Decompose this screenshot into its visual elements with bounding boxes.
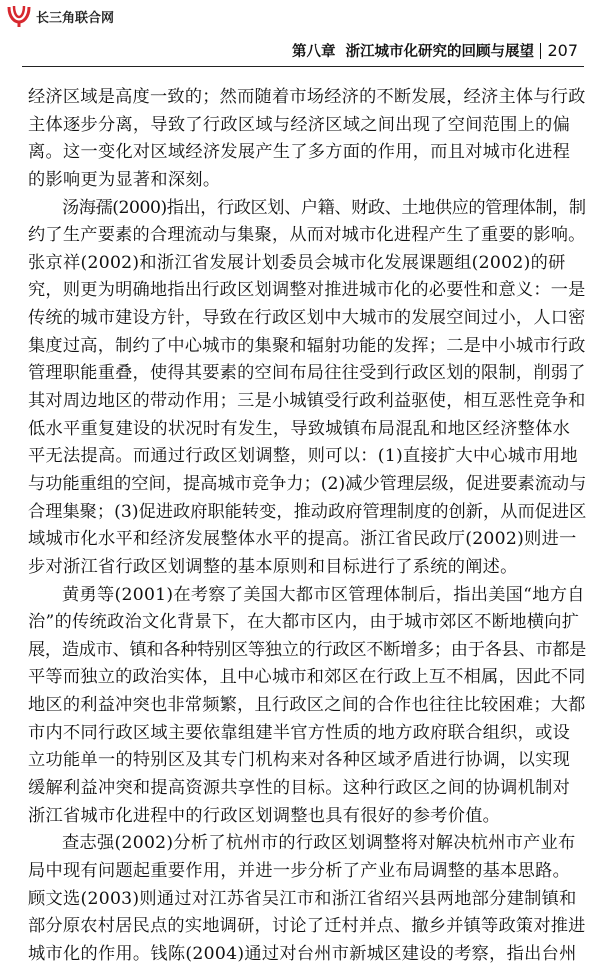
text-line: 张京祥(2002)和浙江省发展计划委员会城市化发展课题组(2002)的研	[28, 252, 566, 273]
text-line: 合理集聚；(3)促进政府职能转变，推动政府管理制度的创新，从而促进区	[28, 501, 586, 522]
text-line: 城市化的作用。钱陈(2004)通过对台州市新城区建设的考察，指出台州	[28, 943, 577, 964]
text-line: 部分原农村居民点的实地调研，讨论了迁村并点、撤乡并镇等政策对推进	[28, 916, 586, 937]
paragraph	[28, 582, 586, 831]
text-line: 汤海孺(2000)指出，行政区划、户籍、财政、土地供应的管理体制，制	[62, 197, 586, 218]
text-line: 平无法提高。而通过行政区划调整，则可以：(1)直接扩大中心城市用地	[28, 446, 578, 467]
text-line: 查志强(2002)分析了杭州市的行政区划调整将对解决杭州市产业布	[62, 833, 576, 854]
text-line: 缓解利益冲突和提高资源共享性的目标。这种行政区之间的协调机制对	[28, 778, 571, 799]
site-name: 长三角联合网	[36, 10, 115, 26]
text-line: 局中现有问题起重要作用，并进一步分析了产业布局调整的基本思路。	[28, 860, 571, 881]
text-line: 黄勇等(2001)在考察了美国大都市区管理体制后，指出美国“地方自	[62, 584, 585, 605]
text-line: 究，则更为明确地指出行政区划调整对推进城市化的必要性和意义：一是	[28, 280, 586, 301]
text-line: 市内不同行政区域主要依靠组建半官方性质的地方政府联合组织，或设	[28, 722, 571, 743]
paragraph	[28, 830, 586, 968]
running-header	[292, 40, 578, 61]
text-line: 的影响更为显著和深刻。	[28, 169, 221, 190]
text-line: 浙江省城市化进程中的行政区划调整也具有很好的参考价值。	[28, 805, 501, 826]
text-line: 传统的城市建设方针，导致在行政区划中大城市的发展空间过小，人口密	[28, 308, 586, 329]
text-line: 主体逐步分离，导致了行政区域与经济区域之间出现了空间范围上的偏	[28, 114, 571, 135]
text-line: 低水平重复建设的状况时有发生，导致城镇布局混乱和地区经济整体水	[28, 418, 571, 439]
text-line: 集度过高，制约了中心城市的集聚和辐射功能的发挥；二是中小城市行政	[28, 335, 586, 356]
header-rule	[22, 66, 584, 67]
chapter-title: 浙江城市化研究的回顾与展望	[345, 44, 534, 60]
text-line: 约了生产要素的合理流动与集聚，从而对城市化进程产生了重要的影响。	[28, 225, 586, 246]
text-line: 平等而独立的政治实体，且中心城市和郊区在行政上互不相属，因此不同	[28, 667, 586, 688]
chapter-label: 第八章	[291, 44, 336, 60]
text-line: 治”的传统政治文化背景下，在大都市区内，由于城市郊区不断地横向扩	[28, 612, 580, 633]
logo-icon	[6, 4, 32, 28]
paragraph	[28, 195, 586, 582]
text-line: 经济区域是高度一致的；然而随着市场经济的不断发展，经济主体与行政	[28, 87, 586, 107]
body-text	[28, 84, 586, 969]
text-line: 立功能单一的特别区及其专门机构来对各种区域矛盾进行协调，以实现	[28, 750, 571, 771]
text-line: 与功能重组的空间，提高城市竞争力；(2)减少管理层级，促进要素流动与	[28, 473, 586, 494]
page-number: 207	[547, 41, 578, 60]
paragraph	[28, 84, 586, 195]
text-line: 管理职能重叠，使得其要素的空间布局往往受到行政区划的限制，削弱了	[28, 363, 586, 384]
text-line: 展，造成市、镇和各种特别区等独立的行政区不断增多；由于各县、市都是	[28, 639, 586, 660]
text-line: 顾文选(2003)则通过对江苏省吴江市和浙江省绍兴县两地部分建制镇和	[28, 888, 577, 909]
text-line: 地区的利益冲突也非常频繁，且行政区之间的合作也往往比较困难；大都	[28, 695, 586, 716]
text-line: 步对浙江省行政区划调整的基本原则和目标进行了系统的阐述。	[28, 556, 518, 577]
site-logo[interactable]	[6, 4, 114, 28]
text-line: 离。这一变化对区域经济发展产生了多方面的作用，而且对城市化进程	[28, 142, 571, 163]
text-line: 其对周边地区的带动作用；三是小城镇受行政利益驱使，相互恶性竞争和	[28, 391, 586, 412]
text-line: 域城市化水平和经济发展整体水平的提高。浙江省民政厅(2002)则进一	[28, 529, 577, 550]
header-divider	[540, 43, 542, 59]
